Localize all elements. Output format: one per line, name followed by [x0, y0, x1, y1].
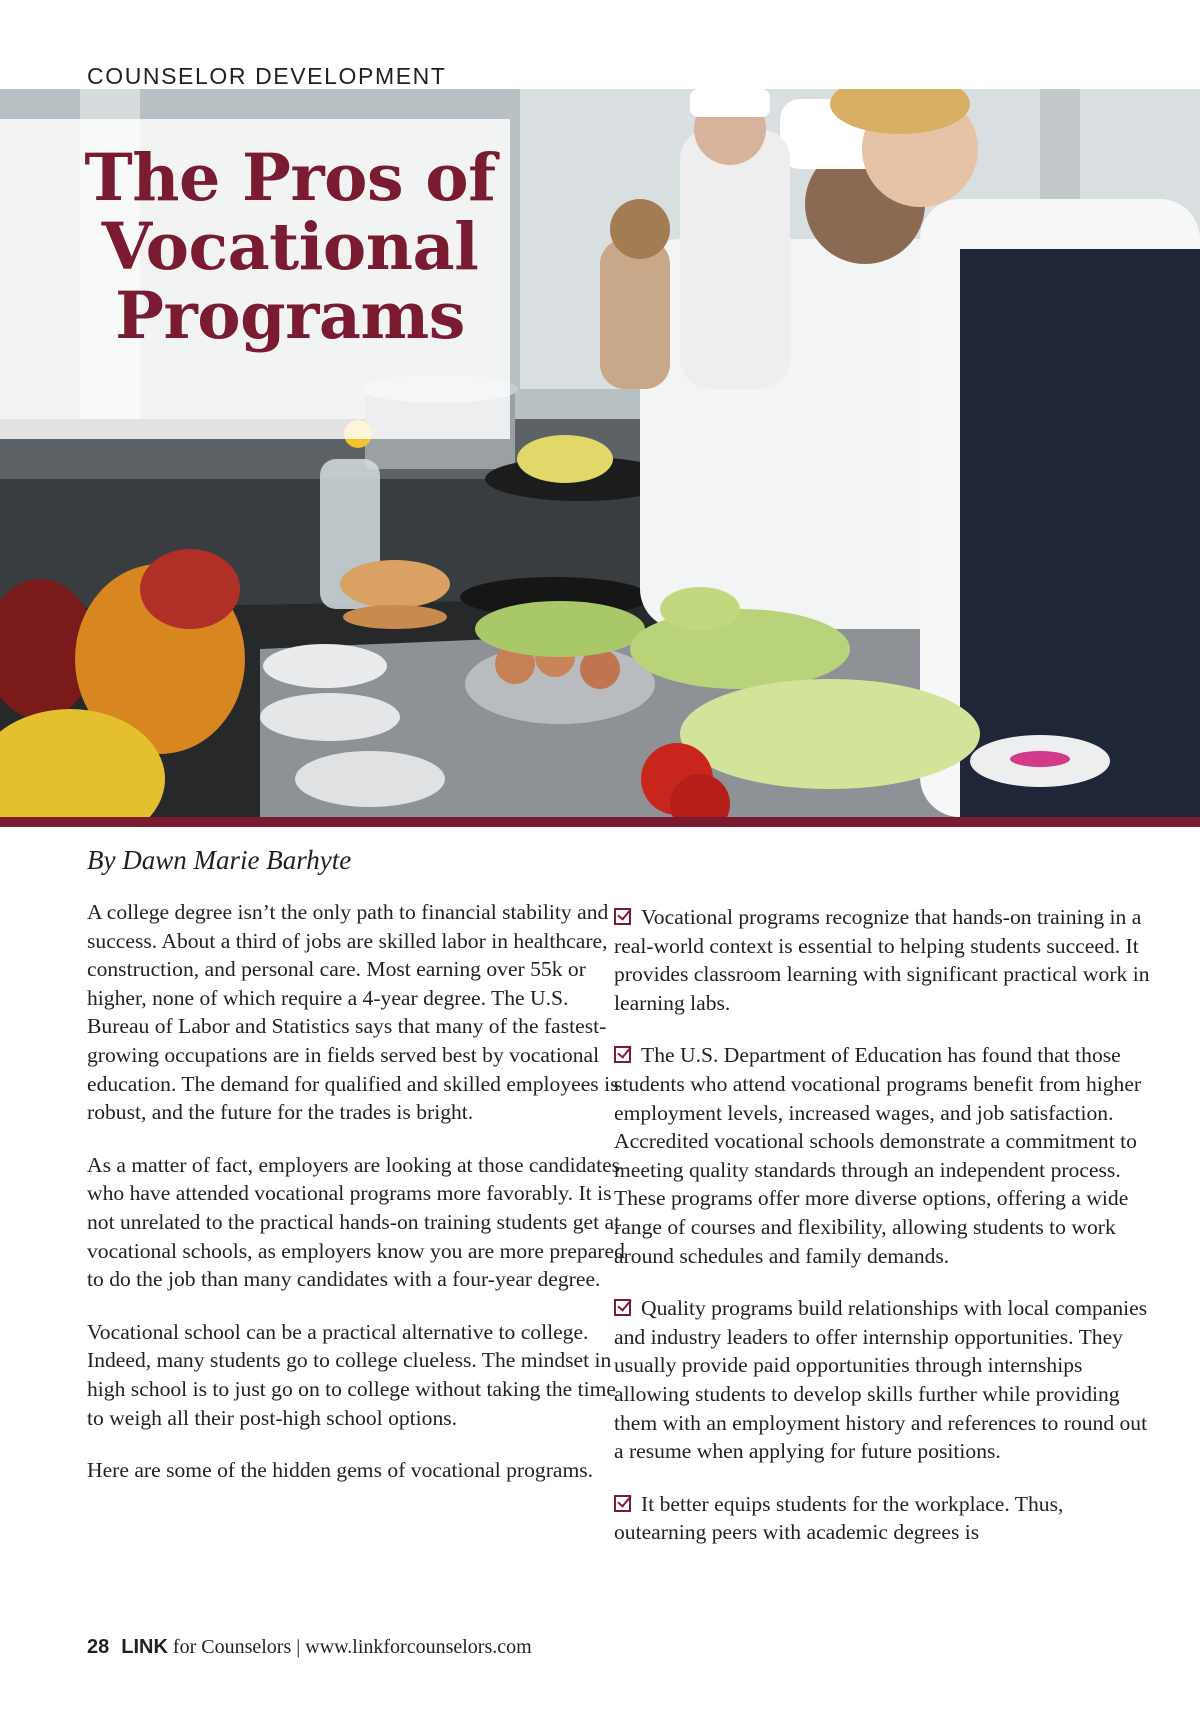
paragraph: Vocational school can be a practical alternative to college. Indeed, many students go to college clueless. The mindset in high school is to just go on to college without taking the time to weigh all their post-high school options.: [87, 1319, 616, 1430]
checklist-text: The U.S. Department of Education has found that those students who attend vocational programs benefit from higher employment levels, increased wages, and job satisfaction. Accredited vocational schools demonstrate a commitment to meeting quality standards through an independent process. These programs offer more diverse options, offering a wide range of courses and flexibility, allowing students to work around schedules and family demands.: [614, 1043, 1142, 1268]
accent-divider: [0, 817, 1200, 827]
checkbox-icon: [614, 908, 631, 925]
brand-name: LINK: [121, 1636, 168, 1658]
title-line: The Pros of: [84, 140, 496, 216]
paragraph: Here are some of the hidden gems of vocational programs.: [87, 1458, 594, 1483]
footer-text: for Counselors | www.linkforcounselors.com: [167, 1636, 532, 1658]
checklist-text: It better equips students for the workplace. Thus, outearning peers with academic degrees is: [614, 1491, 1064, 1545]
left-column: [87, 898, 627, 1509]
checkbox-icon: [614, 1495, 631, 1512]
paragraph: As a matter of fact, employers are looking at those candidates who have attended vocational programs more favorably. It is not unrelated to the practical hands-on training students get at vocational schools, as employers know you are more prepared to do the job than many candidates with a four-year degree.: [87, 1152, 625, 1292]
byline: By Dawn Marie Barhyte: [87, 845, 352, 875]
checklist-text: Vocational programs recognize that hands-on training in a real-world context is essential to helping students succeed. It provides classroom learning with significant practical work in learning labs.: [614, 905, 1150, 1015]
checklist-item: [614, 1294, 1154, 1466]
page-number: 28: [87, 1636, 110, 1658]
title-line: Vocational: [101, 209, 479, 285]
paragraph: A college degree isn’t the only path to financial stability and success. About a third of jobs are skilled labor in healthcare, construction, and personal care. Most earning over 55k or higher, none of which require a 4-year degree. The U.S. Bureau of Labor and Statistics says that many of the fastest-growing occupations are in fields served best by vocational education. The demand for qualified and skilled employees is robust, and the future for the trades is bright.: [87, 900, 619, 1125]
title-line: Programs: [115, 278, 465, 354]
checklist-item: [614, 1041, 1154, 1270]
section-label: COUNSELOR DEVELOPMENT: [87, 63, 447, 89]
checkbox-icon: [614, 1299, 631, 1316]
article-title: [0, 140, 580, 354]
checklist-item: [614, 1490, 1154, 1547]
checklist-item: [614, 903, 1154, 1017]
checkbox-icon: [614, 1046, 631, 1063]
right-column: [614, 903, 1154, 1571]
hero-photo: [0, 89, 1200, 817]
checklist-text: Quality programs build relationships with local companies and industry leaders to offer internship opportunities. They usually provide paid opportunities through internships allowing students to develop skills further while providing them with an employment history and references to round out a resume when applying for future positions.: [614, 1296, 1148, 1464]
page-footer: [87, 1636, 532, 1659]
